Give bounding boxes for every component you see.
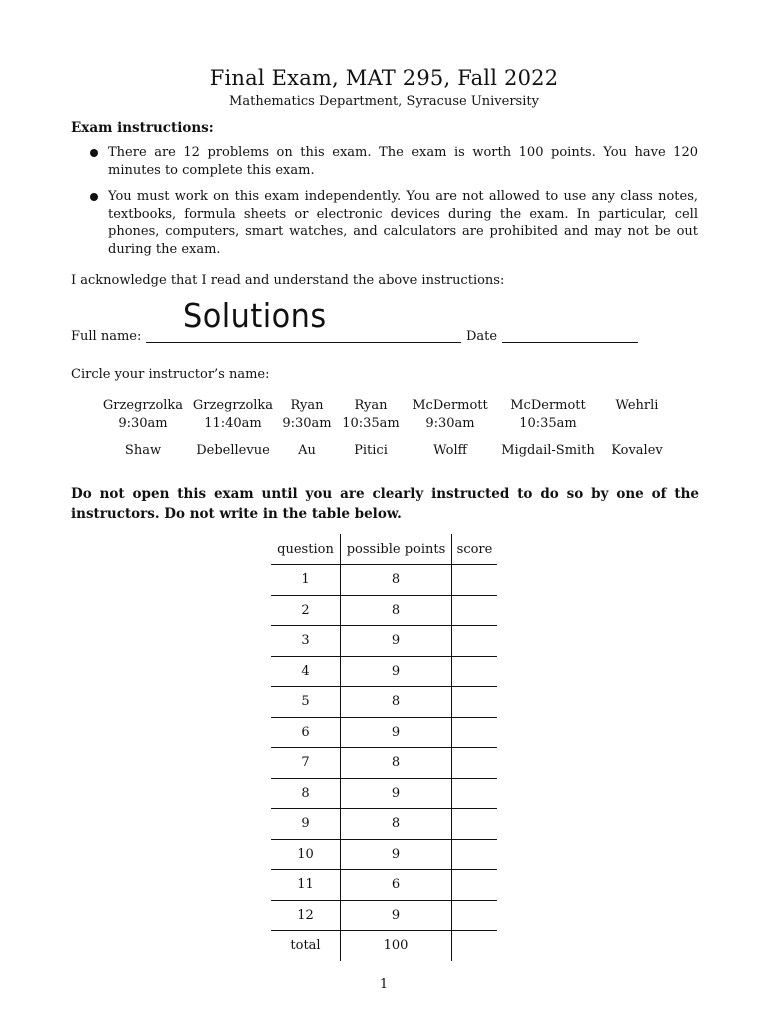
instructor-option[interactable]: Shaw bbox=[124, 443, 162, 458]
question-cell: 6 bbox=[271, 717, 341, 748]
score-cell[interactable] bbox=[452, 809, 498, 840]
instructor-option[interactable] bbox=[186, 397, 280, 433]
instructor-name: McDermott bbox=[510, 398, 586, 413]
table-row bbox=[271, 656, 497, 687]
points-cell: 9 bbox=[341, 656, 452, 687]
question-cell: 8 bbox=[271, 778, 341, 809]
table-row bbox=[271, 565, 497, 596]
full-name-handwritten-value: Solutions bbox=[183, 296, 327, 335]
instructor-option[interactable] bbox=[280, 397, 334, 433]
points-cell: 6 bbox=[341, 870, 452, 901]
bullet-icon bbox=[90, 193, 98, 201]
column-header-score: score bbox=[456, 541, 493, 557]
table-total-row bbox=[271, 931, 497, 961]
instructions-list bbox=[90, 144, 698, 267]
instructor-option[interactable] bbox=[492, 397, 604, 433]
full-name-field[interactable] bbox=[146, 342, 461, 343]
instruction-text: You must work on this exam independently. You are not allowed to use any class notes, textbooks, formula sheets or electronic devices during the exam. In particular, cell phones, computers, smart watches, and calculators are prohibited and may not be out during the exam. bbox=[108, 189, 698, 257]
instruction-item bbox=[90, 144, 698, 179]
score-cell[interactable] bbox=[452, 626, 498, 657]
table-row bbox=[271, 717, 497, 748]
score-cell[interactable] bbox=[452, 595, 498, 626]
question-cell: 11 bbox=[271, 870, 341, 901]
question-cell: 3 bbox=[271, 626, 341, 657]
points-cell: 8 bbox=[341, 565, 452, 596]
instructor-row-1 bbox=[100, 397, 670, 433]
instructor-option[interactable]: Migdail-Smith bbox=[501, 443, 595, 458]
table-row bbox=[271, 839, 497, 870]
question-cell: 2 bbox=[271, 595, 341, 626]
instructor-name: Wehrli bbox=[615, 398, 659, 413]
table-row bbox=[271, 748, 497, 779]
total-label-cell: total bbox=[271, 931, 341, 961]
points-cell: 9 bbox=[341, 839, 452, 870]
points-cell: 8 bbox=[341, 687, 452, 718]
score-cell[interactable] bbox=[452, 687, 498, 718]
question-cell: 7 bbox=[271, 748, 341, 779]
instructor-time: 10:35am bbox=[342, 416, 400, 431]
score-cell[interactable] bbox=[452, 870, 498, 901]
instructor-name: Ryan bbox=[354, 398, 388, 413]
question-cell: 10 bbox=[271, 839, 341, 870]
table-row bbox=[271, 870, 497, 901]
acknowledgement-text: I acknowledge that I read and understand the above instructions: bbox=[71, 273, 505, 288]
instructor-option[interactable]: Pitici bbox=[354, 443, 388, 458]
instructor-option[interactable]: Debellevue bbox=[196, 443, 270, 458]
column-header-possible-points: possible points bbox=[341, 534, 452, 565]
score-table-body bbox=[271, 565, 497, 961]
instructor-option[interactable]: Wolff bbox=[433, 443, 467, 458]
table-row bbox=[271, 809, 497, 840]
total-score-cell[interactable] bbox=[452, 931, 498, 961]
score-cell[interactable] bbox=[452, 748, 498, 779]
table-row bbox=[271, 687, 497, 718]
column-header-question: question bbox=[271, 534, 341, 565]
exam-title: Final Exam, MAT 295, Fall 2022 bbox=[209, 66, 559, 90]
points-cell: 8 bbox=[341, 809, 452, 840]
instructor-name: McDermott bbox=[412, 398, 488, 413]
instructor-option[interactable]: Au bbox=[298, 443, 316, 458]
question-cell: 1 bbox=[271, 565, 341, 596]
question-cell: 12 bbox=[271, 900, 341, 931]
question-cell: 9 bbox=[271, 809, 341, 840]
table-row bbox=[271, 778, 497, 809]
date-label: Date bbox=[466, 329, 498, 344]
instructor-time: 9:30am bbox=[425, 416, 475, 431]
instructions-heading: Exam instructions: bbox=[71, 120, 214, 136]
table-header-row bbox=[271, 534, 497, 565]
total-points-cell: 100 bbox=[341, 931, 452, 961]
instructor-name: Grzegrzolka bbox=[102, 398, 184, 413]
instructor-name: Ryan bbox=[290, 398, 324, 413]
instructor-option[interactable] bbox=[100, 397, 186, 433]
instructor-name: Grzegrzolka bbox=[192, 398, 274, 413]
page-number: 1 bbox=[379, 977, 389, 992]
warning-text: Do not open this exam until you are clearly instructed to do so by one of the instructors. Do not write in the table below. bbox=[71, 486, 699, 522]
bullet-icon bbox=[90, 149, 98, 157]
score-table bbox=[271, 534, 497, 961]
instruction-text: There are 12 problems on this exam. The exam is worth 100 points. You have 120 minutes to complete this exam. bbox=[108, 145, 698, 178]
score-cell[interactable] bbox=[452, 565, 498, 596]
instructor-grid bbox=[100, 397, 670, 460]
instruction-item bbox=[90, 188, 698, 258]
points-cell: 9 bbox=[341, 778, 452, 809]
instructor-time: 10:35am bbox=[519, 416, 577, 431]
points-cell: 9 bbox=[341, 626, 452, 657]
table-row bbox=[271, 595, 497, 626]
score-cell[interactable] bbox=[452, 656, 498, 687]
question-cell: 5 bbox=[271, 687, 341, 718]
instructor-option[interactable] bbox=[334, 397, 408, 433]
table-row bbox=[271, 900, 497, 931]
instructor-option[interactable] bbox=[604, 397, 670, 433]
points-cell: 8 bbox=[341, 595, 452, 626]
date-field[interactable] bbox=[502, 342, 638, 343]
instructor-option[interactable] bbox=[408, 397, 492, 433]
score-cell[interactable] bbox=[452, 839, 498, 870]
score-cell[interactable] bbox=[452, 778, 498, 809]
instructor-time: 9:30am bbox=[282, 416, 332, 431]
question-cell: 4 bbox=[271, 656, 341, 687]
instructor-time: 11:40am bbox=[204, 416, 262, 431]
exam-subtitle: Mathematics Department, Syracuse University bbox=[229, 94, 539, 109]
table-row bbox=[271, 626, 497, 657]
points-cell: 8 bbox=[341, 748, 452, 779]
full-name-label: Full name: bbox=[71, 329, 142, 344]
instructor-option[interactable]: Kovalev bbox=[611, 443, 663, 458]
name-date-row bbox=[71, 296, 701, 348]
score-cell[interactable] bbox=[452, 717, 498, 748]
instructor-row-2 bbox=[100, 442, 670, 460]
instructor-prompt: Circle your instructor’s name: bbox=[71, 367, 270, 382]
points-cell: 9 bbox=[341, 717, 452, 748]
points-cell: 9 bbox=[341, 900, 452, 931]
instructor-time: 9:30am bbox=[118, 416, 168, 431]
score-cell[interactable] bbox=[452, 900, 498, 931]
